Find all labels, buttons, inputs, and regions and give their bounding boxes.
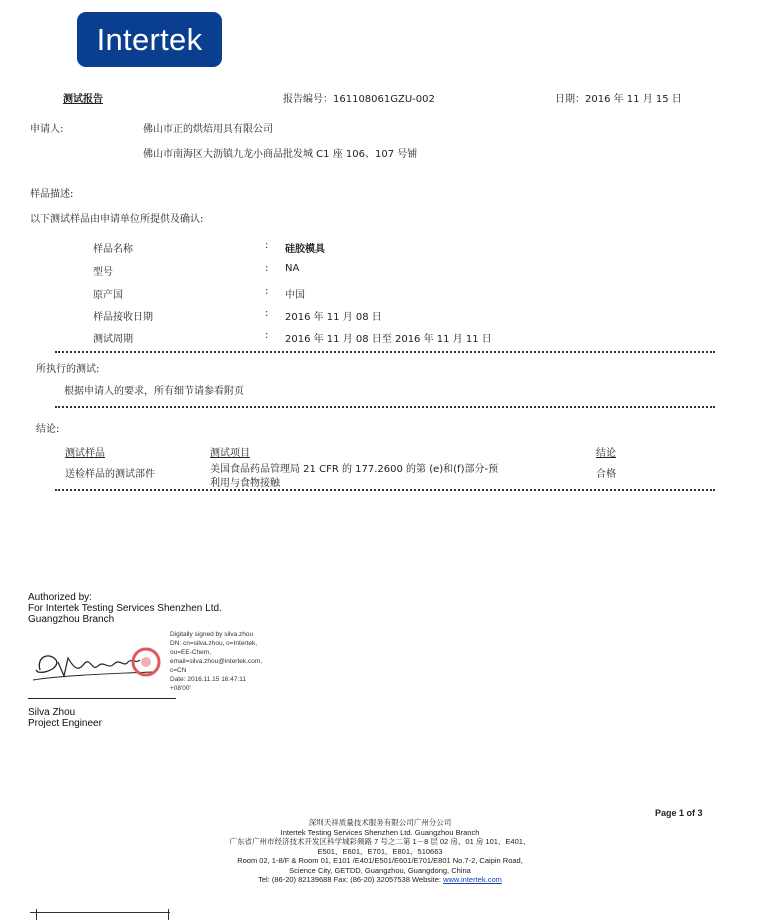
sample-section-label: 样品描述: <box>30 189 74 200</box>
footer-contact-text: Tel: (86-20) 82139688 Fax: (86-20) 32057538 Website: <box>258 875 444 884</box>
signer-name: Silva Zhou <box>28 707 76 718</box>
authorized-by: Authorized by: <box>28 592 92 603</box>
footer <box>140 818 620 885</box>
dotted-divider <box>55 406 715 408</box>
field-colon: : <box>265 308 269 319</box>
sample-field-label: 型号 <box>93 267 113 278</box>
field-colon: : <box>265 263 269 274</box>
digital-signature-line: c=CN <box>170 667 187 674</box>
conclusion-header-item: 测试项目 <box>210 448 250 459</box>
intertek-logo <box>77 12 222 67</box>
logo-text: Intertek <box>96 21 203 57</box>
seal-center-icon <box>141 657 151 667</box>
sample-field-value: 硅胶模具 <box>285 244 325 255</box>
authorization-block <box>28 592 222 625</box>
bottom-rule <box>30 912 170 913</box>
conclusion-header-sample: 测试样品 <box>65 448 105 459</box>
footer-contact <box>140 875 620 885</box>
tests-label: 所执行的测试: <box>36 364 100 375</box>
handwritten-signature <box>28 628 178 698</box>
report-date: 日期：2016 年 11 月 15 日 <box>555 94 682 105</box>
report-number: 报告编号：161108061GZU-002 <box>283 94 435 105</box>
digital-signature-line: DN: cn=silva.zhou, o=Intertek, <box>170 640 258 647</box>
conclusion-row-sample: 送检样品的测试部件 <box>65 469 155 480</box>
digital-signature-line: Date: 2016.11.15 16:47:11 <box>170 676 247 683</box>
website-link[interactable]: www.intertek.com <box>443 875 502 884</box>
applicant-label: 申请人: <box>30 124 64 135</box>
conclusion-header-result: 结论 <box>596 448 616 459</box>
sample-field-label: 测试周期 <box>93 334 133 345</box>
field-colon: : <box>265 240 269 251</box>
sample-intro: 以下测试样品由申请单位所提供及确认: <box>30 214 204 225</box>
signature-line <box>28 698 176 699</box>
tests-text: 根据申请人的要求，所有细节请参看附页 <box>64 386 244 397</box>
sample-field-label: 原产国 <box>93 290 123 301</box>
bottom-tick <box>36 909 37 920</box>
conclusion-row-item-cont: 利用与食物接触 <box>210 478 280 489</box>
applicant-name: 佛山市正的烘焙用具有限公司 <box>143 124 273 135</box>
authorized-branch: Guangzhou Branch <box>28 614 115 625</box>
sample-field-value: NA <box>285 263 300 274</box>
applicant-address: 佛山市南海区大沥镇九龙小商品批发城 C1 座 106、107 号铺 <box>143 149 418 160</box>
sample-field-value: 2016 年 11 月 08 日 <box>285 312 382 323</box>
sample-field-label: 样品名称 <box>93 244 133 255</box>
field-colon: : <box>265 286 269 297</box>
sample-field-value: 中国 <box>285 290 305 301</box>
digital-signature-line: Digitally signed by silva.zhou <box>170 631 254 638</box>
conclusion-row-item: 美国食品药品管理局 21 CFR 的 177.2600 的第 (e)和(f)部分-预 <box>210 464 499 475</box>
footer-address-cn-cont: E501、E601、E701、E801、510663 <box>317 846 443 856</box>
digital-signature-line: +08'00' <box>170 685 191 692</box>
dotted-divider <box>55 489 715 491</box>
conclusion-row-result: 合格 <box>596 469 616 480</box>
report-title: 测试报告 <box>63 94 103 105</box>
footer-address-cn: 广东省广州市经济技术开发区科学城彩频路 7 号之二第 1－8 层 02 房、01 房 101、E401、 <box>229 837 531 846</box>
digital-signature-line: email=silva.zhou@intertek.com, <box>170 658 263 665</box>
field-colon: : <box>265 330 269 341</box>
signer-title: Project Engineer <box>28 718 102 729</box>
footer-company-cn: 深圳天祥质量技术服务有限公司广州分公司 <box>308 818 452 827</box>
dotted-divider <box>55 351 715 353</box>
digital-signature <box>170 630 262 693</box>
footer-address-en-cont: Science City, GETDD, Guangzhou, Guangdong, China <box>289 865 471 875</box>
footer-address-en: Room 02, 1-8/F & Room 01, E101 /E401/E501/E601/E701/E801 No.7-2, Caipin Road, <box>237 856 523 865</box>
bottom-tick <box>168 909 169 920</box>
signer-block <box>28 707 102 729</box>
conclusion-label: 结论: <box>36 424 60 435</box>
footer-company-en: Intertek Testing Services Shenzhen Ltd. Guangzhou Branch <box>280 827 480 837</box>
sample-field-label: 样品接收日期 <box>93 312 153 323</box>
digital-signature-line: ou=EE-Chem, <box>170 649 212 656</box>
sample-field-value: 2016 年 11 月 08 日至 2016 年 11 月 11 日 <box>285 334 492 345</box>
page-number: Page 1 of 3 <box>655 808 703 818</box>
authorized-company: For Intertek Testing Services Shenzhen Ltd. <box>28 603 222 614</box>
